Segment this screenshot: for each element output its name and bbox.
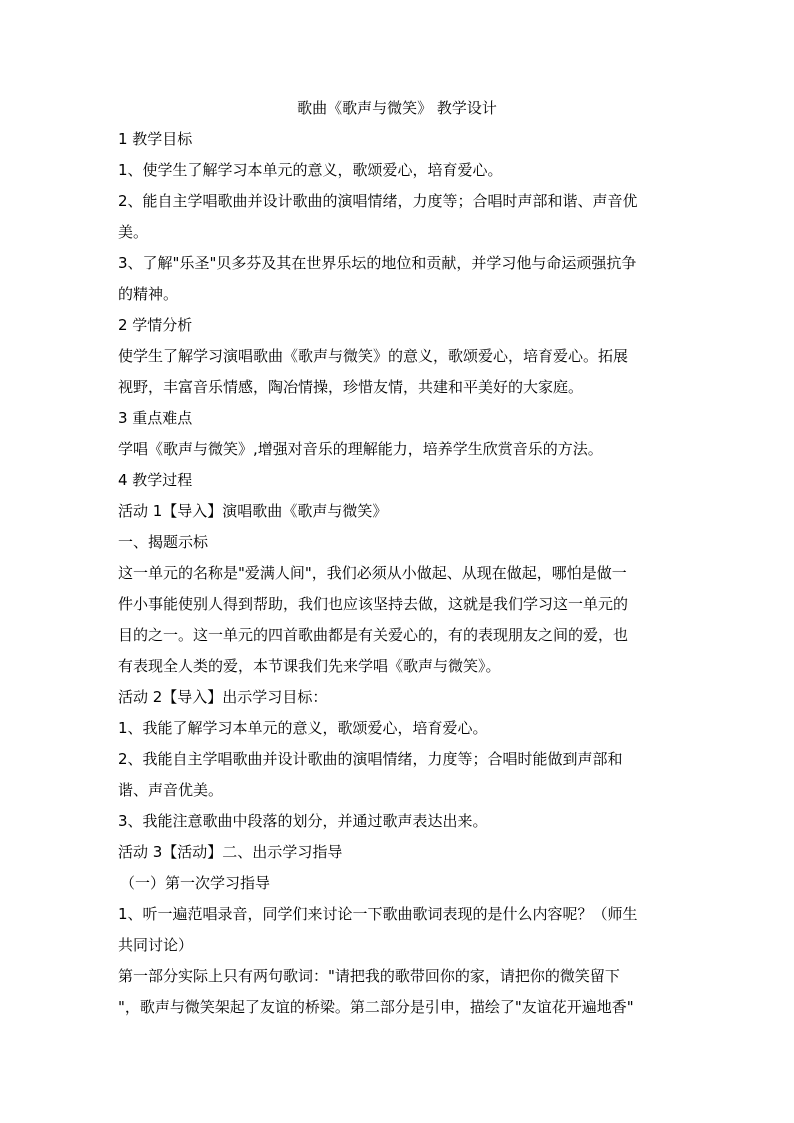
paragraph-line: 3、我能注意歌曲中段落的划分，并通过歌声表达出来。 bbox=[118, 812, 488, 830]
paragraph-line: 这一单元的名称是"爱满人间"，我们必须从小做起、从现在做起，哪怕是做一 bbox=[118, 564, 627, 582]
activity-heading: 活动 2【导入】出示学习目标： bbox=[118, 688, 328, 706]
paragraph-line: 视野，丰富音乐情感，陶冶情操，珍惜友情，共建和平美好的大家庭。 bbox=[118, 378, 584, 396]
paragraph-line: 目的之一。这一单元的四首歌曲都是有关爱心的，有的表现朋友之间的爱，也 bbox=[118, 626, 629, 644]
paragraph-line: 件小事能使别人得到帮助，我们也应该坚持去做，这就是我们学习这一单元的 bbox=[118, 595, 629, 613]
section-heading-key-points: 3 重点难点 bbox=[118, 409, 193, 427]
activity-heading: 活动 1【导入】演唱歌曲《歌声与微笑》 bbox=[118, 502, 388, 520]
paragraph-line: 共同讨论） bbox=[118, 936, 194, 954]
paragraph-line: 第一部分实际上只有两句歌词："请把我的歌带回你的家，请把你的微笑留下 bbox=[118, 967, 620, 985]
paragraph-line: 谐、声音优美。 bbox=[118, 781, 224, 799]
subheading: （一）第一次学习指导 bbox=[120, 874, 271, 892]
paragraph-line: 2、我能自主学唱歌曲并设计歌曲的演唱情绪，力度等；合唱时能做到声部和 bbox=[118, 750, 623, 768]
section-heading-objectives: 1 教学目标 bbox=[118, 130, 193, 148]
paragraph-line: 1、听一遍范唱录音，同学们来讨论一下歌曲歌词表现的是什么内容呢？（师生 bbox=[118, 905, 638, 923]
paragraph-line: 1、使学生了解学习本单元的意义，歌颂爱心，培育爱心。 bbox=[118, 161, 503, 179]
section-heading-analysis: 2 学情分析 bbox=[118, 316, 193, 334]
paragraph-line: 的精神。 bbox=[118, 285, 179, 303]
paragraph-line: "，歌声与微笑架起了友谊的桥梁。第二部分是引申，描绘了"友谊花开遍地香" bbox=[118, 998, 634, 1016]
activity-heading: 活动 3【活动】二、出示学习指导 bbox=[118, 843, 343, 861]
paragraph-line: 美。 bbox=[118, 223, 149, 241]
paragraph-line: 3、了解"乐圣"贝多芬及其在世界乐坛的地位和贡献，并学习他与命运顽强抗争 bbox=[118, 254, 637, 272]
section-heading-process: 4 教学过程 bbox=[118, 471, 193, 489]
document-title: 歌曲《歌声与微笑》 教学设计 bbox=[297, 99, 497, 117]
paragraph-line: 学唱《歌声与微笑》,增强对音乐的理解能力，培养学生欣赏音乐的方法。 bbox=[118, 440, 603, 458]
paragraph-line: 有表现全人类的爱，本节课我们先来学唱《歌声与微笑》。 bbox=[118, 657, 501, 675]
paragraph-line: 1、我能了解学习本单元的意义，歌颂爱心，培育爱心。 bbox=[118, 719, 488, 737]
subheading: 一、揭题示标 bbox=[118, 533, 209, 551]
paragraph-line: 2、能自主学唱歌曲并设计歌曲的演唱情绪，力度等；合唱时声部和谐、声音优 bbox=[118, 192, 638, 210]
paragraph-line: 使学生了解学习演唱歌曲《歌声与微笑》的意义，歌颂爱心，培育爱心。拓展 bbox=[118, 347, 629, 365]
